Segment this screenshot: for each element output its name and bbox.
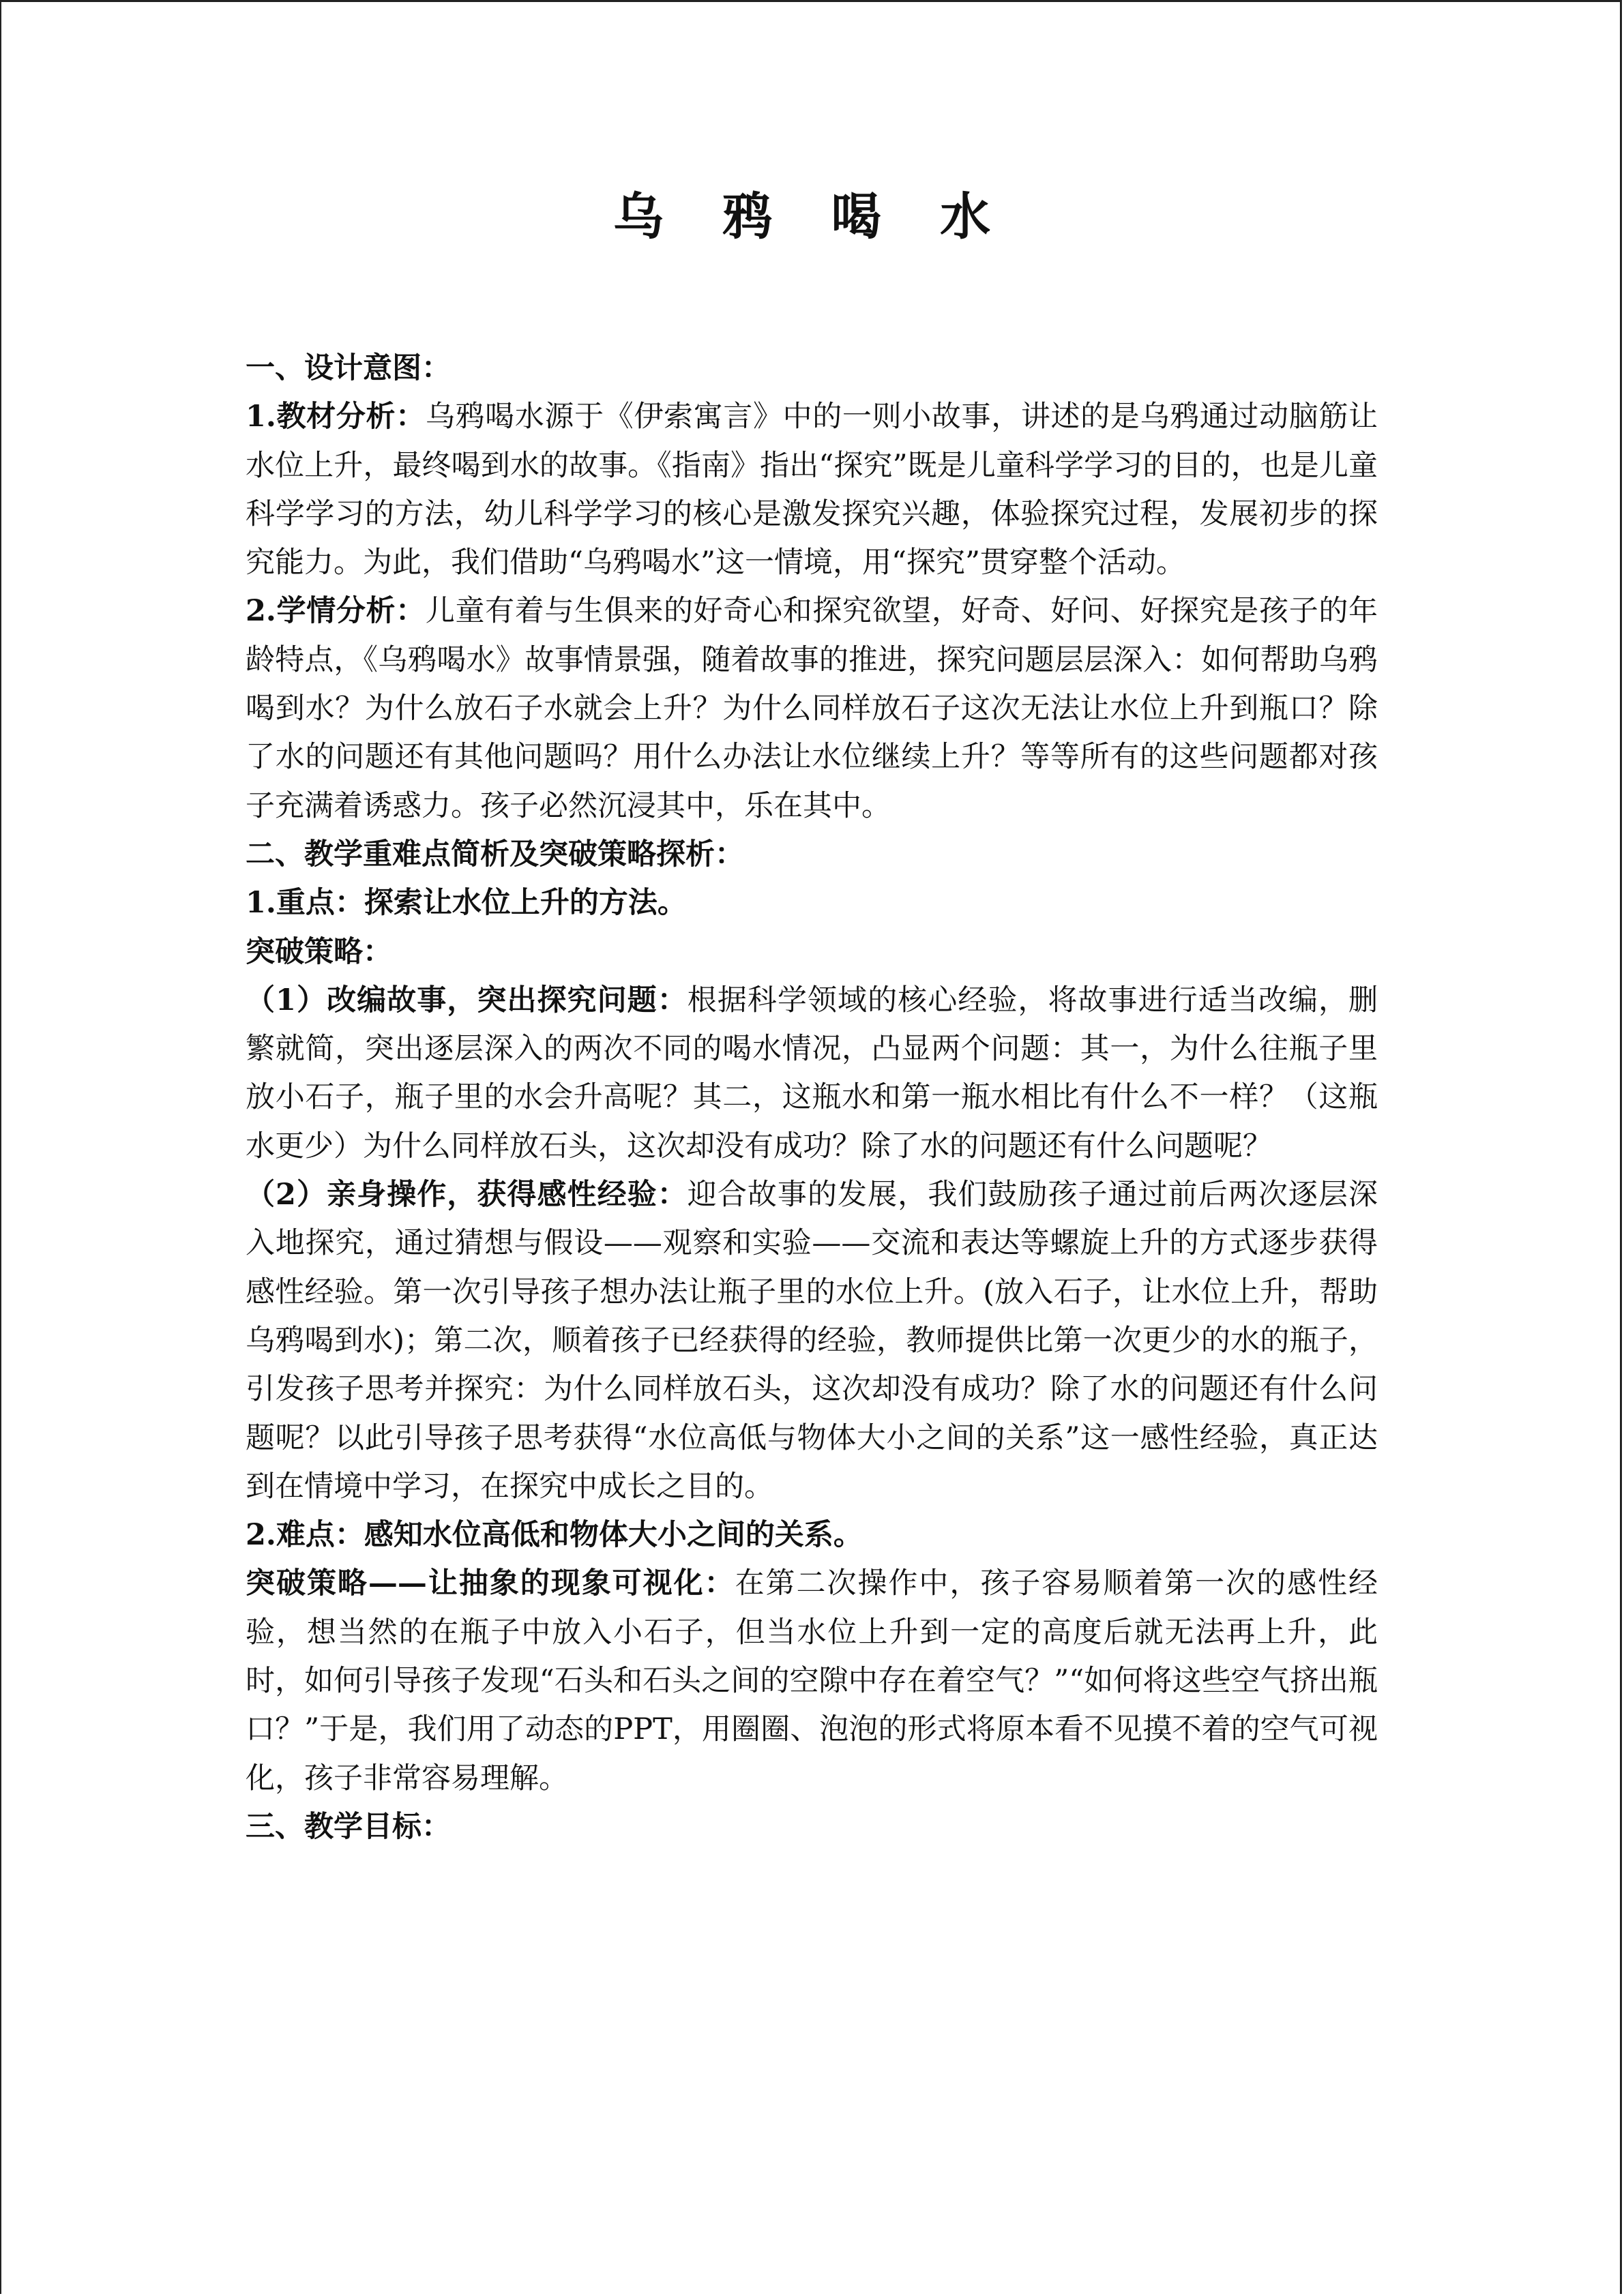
section-1-heading: 一、设计意图： xyxy=(246,351,451,385)
paragraph-textbook-analysis xyxy=(246,393,1378,587)
learner-analysis-text: 儿童有着与生俱来的好奇心和探究欲望，好奇、好问、好探究是孩子的年龄特点，《乌鸦喝水》故事情景强，随着故事的推进，探究问题层层深入：如何帮助乌鸦喝到水？为什么放石子水就会上升？为什么同样放石子这次无法让水位上升到瓶口？除了水的问题还有其他问题吗？用什么办法让水位继续上升？等等所有的这些问题都对孩子充满着诱惑力。孩子必然沉浸其中，乐在其中。 xyxy=(246,594,1378,823)
strategy-2-label: （2）亲身操作，获得感性经验： xyxy=(246,1178,688,1212)
document-body xyxy=(246,344,1378,1851)
textbook-analysis-text: 乌鸦喝水源于《伊索寓言》中的一则小故事，讲述的是乌鸦通过动脑筋让水位上升，最终喝到水的故事。《指南》指出“探究”既是儿童科学学习的目的，也是儿童科学学习的方法，幼儿科学学习的核心是激发探究兴趣，体验探究过程，发展初步的探究能力。为此，我们借助“乌鸦喝水”这一情境，用“探究”贯穿整个活动。 xyxy=(246,400,1378,580)
key-point: 1.重点：探索让水位上升的方法。 xyxy=(246,886,687,921)
paragraph-strategy-2 xyxy=(246,1171,1378,1511)
learner-analysis-label: 2.学情分析： xyxy=(246,594,426,629)
paragraph-learner-analysis xyxy=(246,587,1378,830)
textbook-analysis-label: 1.教材分析： xyxy=(246,400,426,434)
strategy-1-label: （1）改编故事，突出探究问题： xyxy=(246,983,688,1017)
document-title: 乌 鸦 喝 水 xyxy=(612,188,1012,246)
strategy-2-text: 迎合故事的发展，我们鼓励孩子通过前后两次逐层深入地探究，通过猜想与假设——观察和实验——交流和表达等螺旋上升的方式逐步获得感性经验。第一次引导孩子想办法让瓶子里的水位上升。(放入石子，让水位上升，帮助乌鸦喝到水)；第二次，顺着孩子已经获得的经验，教师提供比第一次更少的水的瓶子，引发孩子思考并探究：为什么同样放石头，这次却没有成功？除了水的问题还有什么问题呢？以此引导孩子思考获得“水位高低与物体大小之间的关系”这一感性经验，真正达到在情境中学习，在探究中成长之目的。 xyxy=(246,1178,1378,1504)
section-2-heading: 二、教学重难点简析及突破策略探析： xyxy=(246,837,744,871)
strategy-heading: 突破策略： xyxy=(246,934,392,969)
section-3-heading: 三、教学目标： xyxy=(246,1809,451,1844)
strategy-3-text: 在第二次操作中，孩子容易顺着第一次的感性经验，想当然的在瓶子中放入小石子，但当水位上升到一定的高度后就无法再上升，此时，如何引导孩子发现“石头和石头之间的空隙中存在着空气？”“如何将这些空气挤出瓶口？”于是，我们用了动态的PPT，用圈圈、泡泡的形式将原本看不见摸不着的空气可视化，孩子非常容易理解。 xyxy=(246,1566,1378,1795)
strategy-1-text: 根据科学领域的核心经验，将故事进行适当改编，删繁就简，突出逐层深入的两次不同的喝水情况，凸显两个问题：其一，为什么往瓶子里放小石子，瓶子里的水会升高呢？其二，这瓶水和第一瓶水相比有什么不一样？（这瓶水更少）为什么同样放石头，这次却没有成功？除了水的问题还有什么问题呢？ xyxy=(246,983,1378,1163)
paragraph-strategy-1 xyxy=(246,976,1378,1171)
paragraph-strategy-3 xyxy=(246,1560,1378,1802)
strategy-3-label: 突破策略——让抽象的现象可视化： xyxy=(246,1566,735,1601)
difficulty-point: 2.难点：感知水位高低和物体大小之间的关系。 xyxy=(246,1518,863,1553)
